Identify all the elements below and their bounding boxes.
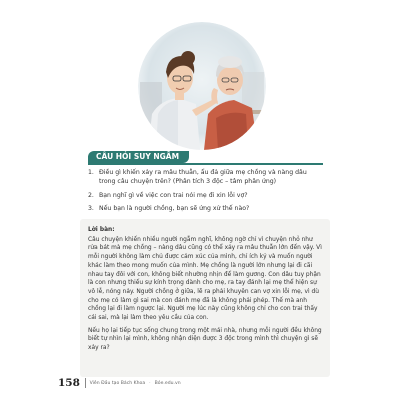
question-text: Nếu bạn là người chồng, bạn sẽ ứng xử thế nào? xyxy=(99,205,250,213)
footer-book-title: Viên Đầu tạo Bách Khoa xyxy=(89,380,146,386)
question-text: Bạn nghĩ gì về việc con trai nói mẹ đi xin lỗi vợ? xyxy=(99,191,248,199)
question-item xyxy=(88,168,323,187)
answer-paragraph: Câu chuyện khiến nhiều người ngẫm nghĩ, không ngờ chỉ vì chuyện nhỏ như rửa bát mà mẹ chồng – nàng dâu cũng có thể xảy ra mâu thuẫn lớn đến vậy. Vì mỗi người không làm chủ được cảm xúc của mình, chỉ ích kỷ và muốn người khác làm theo mong muốn của mình. Mẹ chồng là người lớn nhưng lại đi cãi nhau tay đôi với con, không biết nhường nhịn để làm gương. Con dâu tuy phận là con nhưng thiếu sự kính trọng dành cho mẹ, ra tay đánh lại mẹ thể hiện sự vô lễ, nóng nảy. Người chồng ở giữa, lẽ ra phải khuyên can vợ xin lỗi mẹ, vì dù cho mẹ có làm gì sai mà con đánh mẹ đã là không phải phép. Thế mà anh chồng lại đi làm ngược lại. Người mẹ lúc này cũng không chỉ cho con trai thấy cái sai, mà lại làm theo yêu cầu của con. xyxy=(88,236,322,322)
page-footer xyxy=(58,376,181,390)
two-women-illustration-icon xyxy=(138,22,266,150)
answer-box xyxy=(80,219,330,377)
question-number: 2. xyxy=(88,191,94,199)
footer-publisher: Bóe.edu.vn xyxy=(154,380,181,386)
section-title-underline xyxy=(88,163,323,165)
question-number: 3. xyxy=(88,205,94,213)
question-text: Điều gì khiến xảy ra mâu thuẫn, ẩu đả giữa mẹ chồng và nàng dâu trong câu chuyện trên? (Phân tích 3 độc – tâm phân ứng) xyxy=(99,169,307,186)
answer-label: Lời bàn: xyxy=(88,227,115,233)
question-item xyxy=(88,191,323,200)
question-item xyxy=(88,204,323,213)
question-number: 1. xyxy=(88,169,94,176)
question-list xyxy=(88,168,323,218)
footer-divider xyxy=(85,378,86,388)
page-number: 158 xyxy=(58,377,80,389)
section-title: CÂU HỎI SUY NGẪM xyxy=(88,151,189,163)
answer-paragraph: Nếu họ lại tiếp tục sống chung trong một mái nhà, nhưng mỗi người đều không biết tự nhìn lại mình, không nhận diện được 3 độc trong mình thì chuyện gì sẽ xảy ra? xyxy=(88,327,322,352)
footer-separator: · xyxy=(149,380,151,386)
